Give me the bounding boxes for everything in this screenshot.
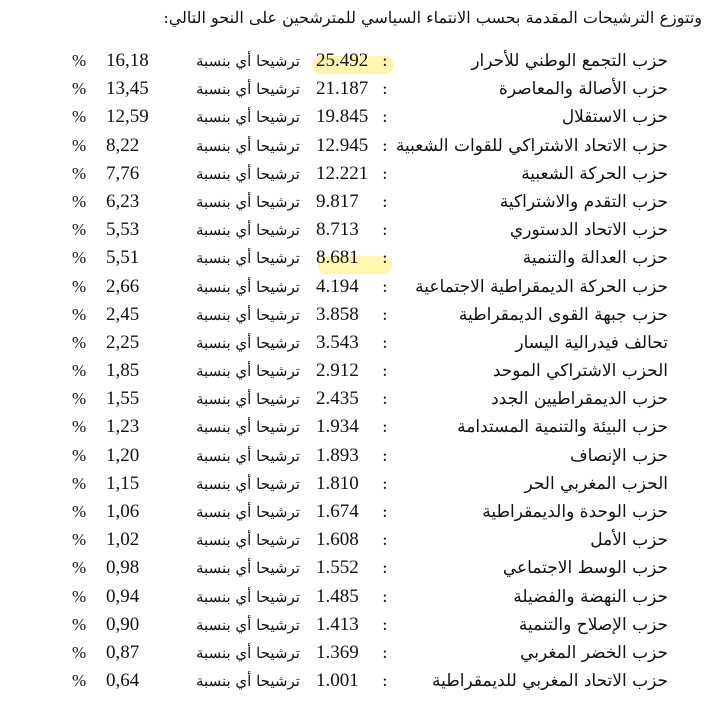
percent-sign: %	[72, 107, 87, 127]
candidacy-count: 1.810	[316, 472, 359, 494]
percentage-value: 5,53	[106, 219, 140, 241]
ratio-phrase: ترشيحا أي بنسبة	[196, 164, 300, 183]
candidacy-count: 1.369	[316, 641, 359, 663]
percentage-value: 0,87	[106, 641, 140, 663]
percentage-value: 2,66	[106, 275, 140, 297]
party-name: حزب الاتحاد الدستوري	[509, 220, 668, 241]
percentage-value: 7,76	[106, 162, 140, 184]
percent-sign: %	[72, 502, 87, 521]
candidacy-count: 1.893	[316, 444, 359, 466]
candidacy-count: 1.413	[316, 613, 359, 635]
percentage-value: 1,85	[106, 360, 140, 382]
colon-separator: :	[382, 276, 388, 297]
percent-sign: %	[72, 445, 87, 465]
ratio-phrase: ترشيحا أي بنسبة	[196, 136, 300, 155]
percent-sign: %	[72, 671, 87, 691]
percent-sign: %	[72, 586, 87, 606]
percentage-value: 1,20	[106, 444, 140, 466]
colon-separator: :	[382, 304, 388, 325]
party-name: حزب التجمع الوطني للأحرار	[471, 51, 668, 71]
percentage-value: 1,02	[106, 529, 140, 551]
ratio-phrase: ترشيحا أي بنسبة	[196, 474, 300, 493]
percentage-value: 1,06	[106, 501, 140, 522]
table-row	[0, 357, 720, 385]
table-row	[0, 498, 720, 526]
ratio-phrase: ترشيحا أي بنسبة	[196, 192, 300, 211]
percentage-value: 0,98	[106, 557, 140, 579]
colon-separator: :	[382, 220, 388, 241]
table-row	[0, 132, 720, 160]
party-name: تحالف فيدرالية اليسار	[515, 332, 668, 353]
percentage-value: 8,22	[106, 134, 140, 156]
table-row	[0, 554, 720, 582]
table-row	[0, 244, 720, 272]
ratio-phrase: ترشيحا أي بنسبة	[196, 221, 300, 240]
percent-sign: %	[72, 332, 87, 352]
percentage-value: 0,90	[106, 613, 140, 635]
percent-sign: %	[72, 389, 87, 409]
percentage-value: 0,94	[106, 585, 140, 607]
percent-sign: %	[72, 220, 87, 240]
percent-sign: %	[72, 361, 87, 381]
table-row	[0, 413, 720, 441]
candidacy-count: 12.221	[316, 162, 369, 184]
candidacy-count: 12.945	[316, 134, 369, 156]
colon-separator: :	[382, 502, 388, 522]
colon-separator: :	[382, 558, 388, 579]
table-row	[0, 526, 720, 554]
ratio-phrase: ترشيحا أي بنسبة	[196, 503, 300, 521]
candidacy-count: 3.543	[316, 331, 359, 353]
ratio-phrase: ترشيحا أي بنسبة	[196, 615, 300, 634]
table-row	[0, 216, 720, 244]
percent-sign: %	[72, 51, 87, 70]
ratio-phrase: ترشيحا أي بنسبة	[196, 277, 300, 296]
table-row	[0, 329, 720, 357]
colon-separator: :	[382, 135, 388, 156]
ratio-phrase: ترشيحا أي بنسبة	[196, 559, 300, 578]
colon-separator: :	[382, 417, 388, 438]
percent-sign: %	[72, 79, 87, 99]
party-name: حزب الإصلاح والتنمية	[518, 614, 668, 635]
colon-separator: :	[382, 614, 388, 635]
party-name: حزب الاستقلال	[561, 107, 668, 128]
candidacy-count: 19.845	[316, 106, 369, 128]
party-name: الحزب المغربي الحر	[524, 473, 668, 494]
ratio-phrase: ترشيحا أي بنسبة	[196, 249, 300, 268]
table-row	[0, 639, 720, 667]
table-row	[0, 611, 720, 639]
table-row	[0, 301, 720, 329]
percent-sign: %	[72, 642, 87, 662]
percent-sign: %	[72, 473, 87, 493]
percent-sign: %	[72, 163, 87, 183]
percentage-value: 1,55	[106, 388, 140, 410]
party-name: حزب البيئة والتنمية المستدامة	[457, 417, 668, 438]
ratio-phrase: ترشيحا أي بنسبة	[196, 672, 300, 691]
table-row	[0, 385, 720, 413]
percent-sign: %	[72, 191, 87, 211]
percent-sign: %	[72, 417, 87, 437]
colon-separator: :	[382, 445, 388, 466]
ratio-phrase: ترشيحا أي بنسبة	[196, 390, 300, 409]
percentage-value: 13,45	[106, 78, 149, 100]
percentage-value: 1,15	[106, 472, 140, 494]
candidacy-count: 1.552	[316, 557, 359, 579]
percent-sign: %	[72, 135, 87, 155]
candidacy-count: 1.001	[316, 670, 359, 692]
percentage-value: 6,23	[106, 190, 140, 212]
colon-separator: :	[382, 107, 388, 128]
ratio-phrase: ترشيحا أي بنسبة	[196, 362, 300, 381]
ratio-phrase: ترشيحا أي بنسبة	[196, 643, 300, 662]
candidacy-count: 4.194	[316, 275, 359, 297]
party-name: حزب الديمقراطيين الجدد	[491, 389, 668, 410]
candidacy-count: 1.934	[316, 416, 359, 438]
percentage-value: 12,59	[106, 106, 149, 128]
candidacy-count: 2.912	[316, 360, 359, 382]
party-name: حزب جبهة القوى الديمقراطية	[458, 304, 668, 325]
candidacy-count: 21.187	[316, 78, 369, 100]
colon-separator: :	[382, 51, 388, 71]
ratio-phrase: ترشيحا أي بنسبة	[196, 108, 300, 127]
percentage-value: 2,25	[106, 331, 140, 353]
candidacy-count: 1.485	[316, 585, 359, 607]
ratio-phrase: ترشيحا أي بنسبة	[196, 446, 300, 465]
percentage-value: 5,51	[106, 247, 140, 269]
percent-sign: %	[72, 530, 87, 550]
party-name: حزب الوسط الاجتماعي	[502, 558, 668, 579]
candidacy-count: 3.858	[316, 303, 359, 325]
colon-separator: :	[382, 332, 388, 353]
colon-separator: :	[382, 389, 388, 410]
table-row	[0, 442, 720, 470]
party-name: حزب الاتحاد المغربي للديمقراطية	[432, 671, 668, 692]
percent-sign: %	[72, 558, 87, 578]
party-name: حزب الإنصاف	[570, 445, 668, 466]
candidacy-count: 9.817	[316, 190, 359, 212]
candidacy-count: 8.713	[316, 219, 359, 241]
colon-separator: :	[382, 671, 388, 692]
party-list	[0, 47, 720, 695]
colon-separator: :	[382, 361, 388, 382]
party-name: حزب الاتحاد الاشتراكي للقوات الشعبية	[395, 135, 668, 156]
party-name: حزب الوحدة والديمقراطية	[482, 502, 668, 522]
table-row	[0, 47, 720, 75]
table-row	[0, 273, 720, 301]
ratio-phrase: ترشيحا أي بنسبة	[196, 587, 300, 606]
party-name: حزب العدالة والتنمية	[522, 248, 668, 269]
ratio-phrase: ترشيحا أي بنسبة	[196, 418, 300, 437]
ratio-phrase: ترشيحا أي بنسبة	[196, 531, 300, 550]
table-row	[0, 103, 720, 131]
percentage-value: 0,64	[106, 670, 140, 692]
party-name: حزب الحركة الديمقراطية الاجتماعية	[415, 276, 668, 297]
candidacy-count: 1.674	[316, 501, 359, 522]
candidacy-count: 8.681	[316, 247, 359, 269]
percent-sign: %	[72, 248, 87, 268]
percent-sign: %	[72, 276, 87, 296]
candidacy-count: 1.608	[316, 529, 359, 551]
colon-separator: :	[382, 191, 388, 212]
party-name: حزب الأصالة والمعاصرة	[498, 79, 668, 100]
ratio-phrase: ترشيحا أي بنسبة	[196, 52, 300, 70]
table-row	[0, 667, 720, 695]
colon-separator: :	[382, 473, 388, 494]
intro-text: وتتوزع الترشيحات المقدمة بحسب الانتماء السياسي للمترشحين على النحو التالي:	[163, 8, 702, 27]
colon-separator: :	[382, 248, 388, 269]
party-name: حزب التقدم والاشتراكية	[499, 191, 668, 212]
percent-sign: %	[72, 614, 87, 634]
party-name: الحزب الاشتراكي الموحد	[492, 361, 668, 382]
candidacy-count: 2.435	[316, 388, 359, 410]
colon-separator: :	[382, 530, 388, 551]
party-name: حزب النهضة والفضيلة	[513, 586, 668, 607]
table-row	[0, 583, 720, 611]
ratio-phrase: ترشيحا أي بنسبة	[196, 333, 300, 352]
percentage-value: 2,45	[106, 303, 140, 325]
percentage-value: 1,23	[106, 416, 140, 438]
table-row	[0, 188, 720, 216]
party-name: حزب الأمل	[590, 530, 668, 551]
colon-separator: :	[382, 586, 388, 607]
colon-separator: :	[382, 79, 388, 100]
percent-sign: %	[72, 304, 87, 324]
table-row	[0, 470, 720, 498]
colon-separator: :	[382, 642, 388, 663]
colon-separator: :	[382, 163, 388, 184]
ratio-phrase: ترشيحا أي بنسبة	[196, 305, 300, 324]
ratio-phrase: ترشيحا أي بنسبة	[196, 80, 300, 99]
table-row	[0, 75, 720, 103]
party-name: حزب الحركة الشعبية	[521, 163, 668, 184]
party-name: حزب الخضر المغربي	[520, 642, 668, 663]
table-row	[0, 160, 720, 188]
candidacy-count: 25.492	[316, 50, 369, 71]
percentage-value: 16,18	[106, 50, 149, 71]
